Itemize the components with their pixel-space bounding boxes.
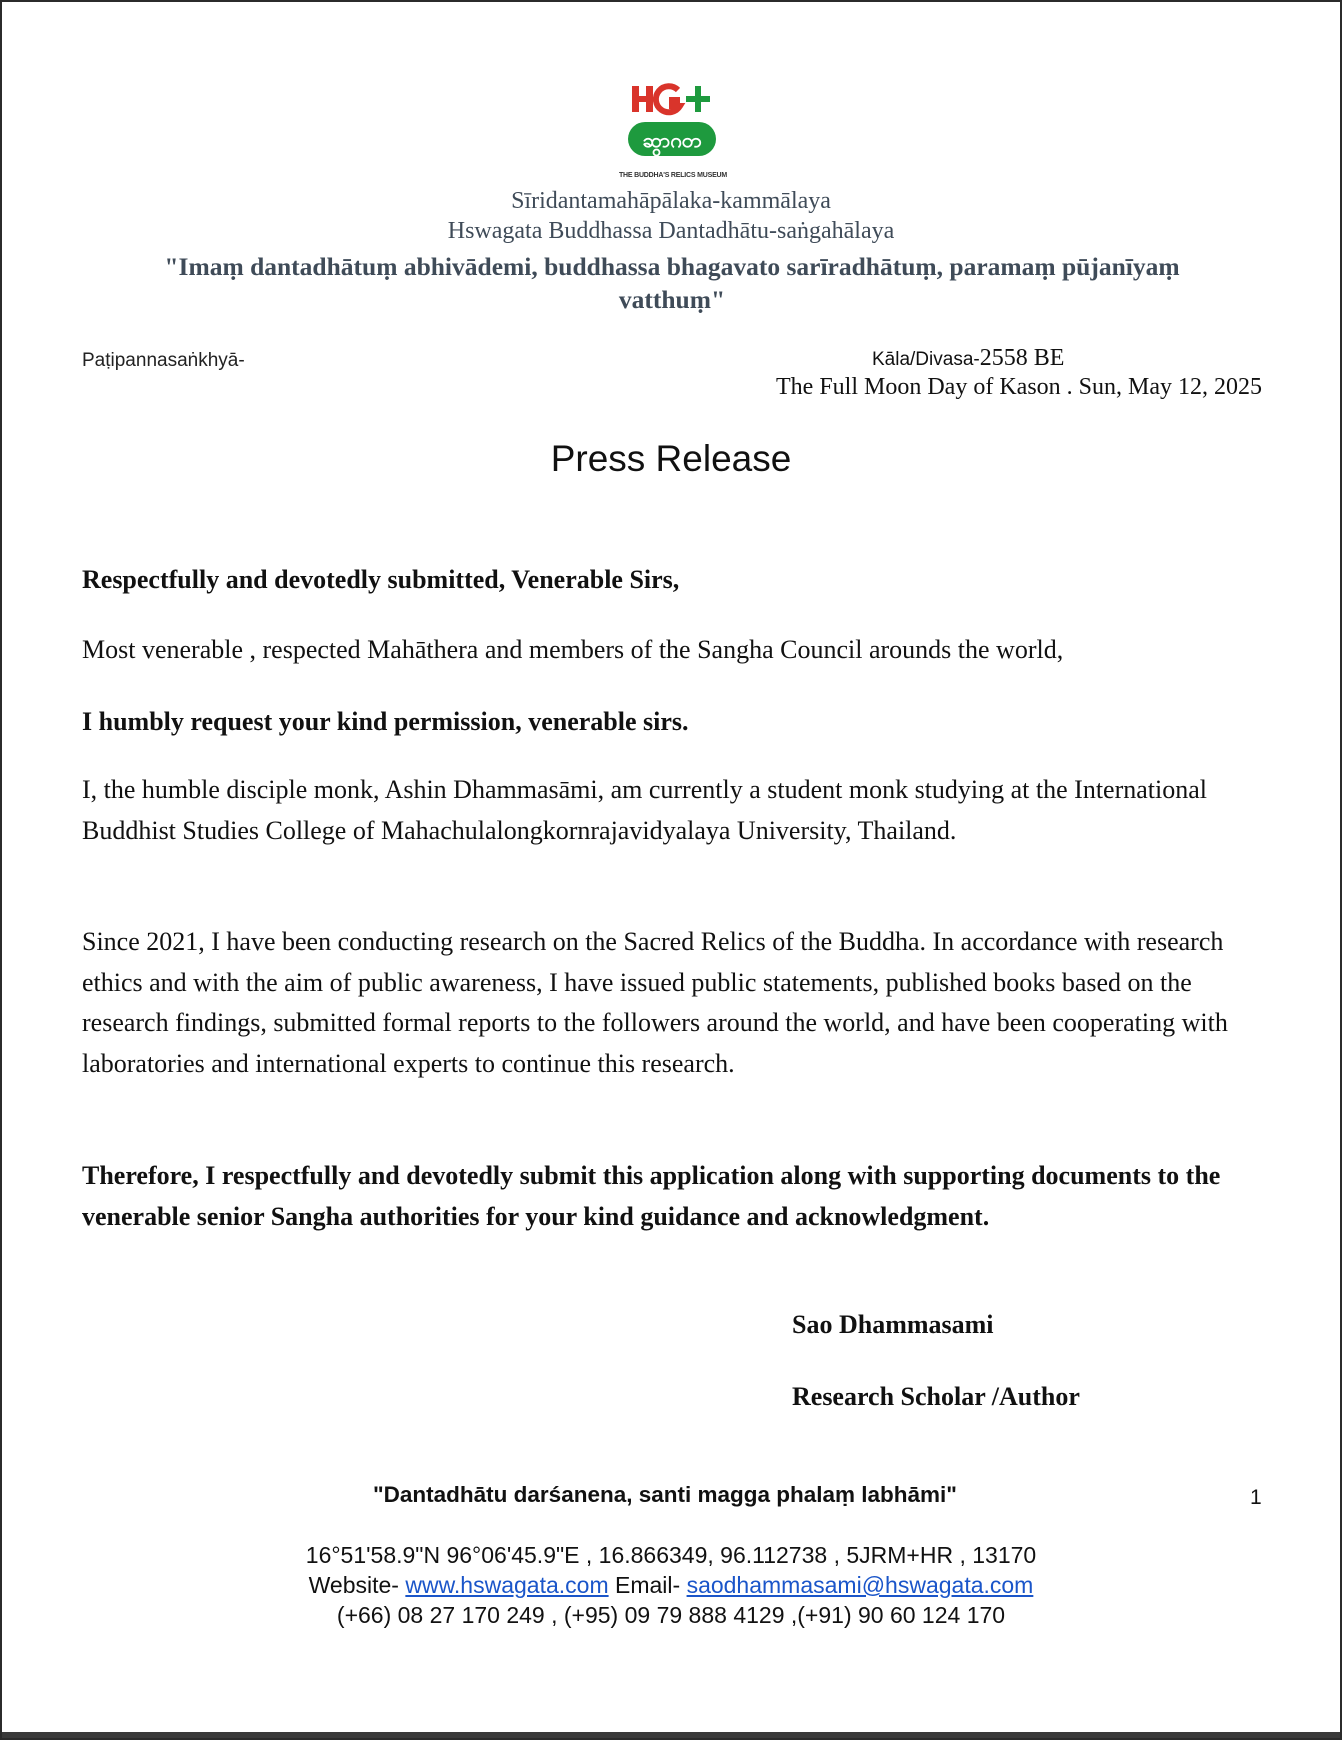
- email-label: Email-: [608, 1572, 687, 1598]
- reference-number-label: Paṭipannasaṅkhyā-: [82, 350, 245, 371]
- page-bottom-edge: [2, 1732, 1340, 1738]
- intro-paragraph: I, the humble disciple monk, Ashin Dhammasāmi, am currently a student monk studying at the International Buddhist Studies College of Mahachulalongkornrajavidyalaya University, Thailand.: [82, 775, 1207, 845]
- website-link[interactable]: www.hswagata.com: [405, 1572, 609, 1598]
- footer-coordinates: 16°51'58.9"N 96°06'45.9"E , 16.866349, 96.112738 , 5JRM+HR , 13170: [305, 1542, 1037, 1568]
- signature-name: Sao Dhammasami: [792, 1310, 994, 1339]
- research-paragraph: Since 2021, I have been conducting research on the Sacred Relics of the Buddha. In accordance with research ethics and with the aim of public awareness, I have issued public statements, published books based on the research findings, submitted formal reports to the followers around the world, and have been cooperating with laboratories and international experts to continue this research.: [82, 927, 1228, 1078]
- full-date: The Full Moon Day of Kason . Sun, May 12, 2025: [776, 374, 1262, 400]
- date-line: [872, 345, 1064, 372]
- page-number: 1: [1250, 1486, 1262, 1509]
- address-line: Most venerable , respected Mahāthera and members of the Sangha Council arounds the world,: [82, 635, 1064, 664]
- date-year: 2558 BE: [979, 345, 1065, 371]
- salutation: Respectfully and devotedly submitted, Venerable Sirs,: [82, 565, 680, 594]
- museum-tagline: THE BUDDHA'S RELICS MUSEUM: [618, 172, 728, 179]
- svg-text:ဆွာဂတ: ဆွာဂတ: [642, 128, 702, 152]
- header-line-1: Sīridantamahāpālaka-kammālaya: [511, 188, 831, 214]
- document-title: Press Release: [550, 438, 792, 479]
- conclusion-paragraph: Therefore, I respectfully and devotedly submit this application along with supporting documents to the venerable senior Sangha authorities for your kind guidance and acknowledgment.: [82, 1161, 1221, 1231]
- footer-phones: (+66) 08 27 170 249 , (+95) 09 79 888 4129 ,(+91) 90 60 124 170: [336, 1602, 1006, 1628]
- footer-quote: "Dantadhātu darśanena, santi magga phalaṃ labhāmi": [373, 1482, 957, 1507]
- header-line-2: Hswagata Buddhassa Dantadhātu-saṅgahālaya: [447, 218, 895, 244]
- date-label: Kāla/Divasa-: [872, 349, 980, 370]
- footer-contact-links: [2, 1572, 1340, 1599]
- signature-role: Research Scholar /Author: [792, 1382, 1080, 1411]
- website-label: Website-: [308, 1572, 406, 1598]
- header-motto: "Imaṃ dantadhātuṃ abhivādemi, buddhassa bhagavato sarīradhātuṃ, paramaṃ pūjanīyaṃ vatthuṃ": [164, 252, 1180, 314]
- email-link[interactable]: saodhammasami@hswagata.com: [686, 1572, 1034, 1598]
- permission-request: I humbly request your kind permission, venerable sirs.: [82, 707, 689, 736]
